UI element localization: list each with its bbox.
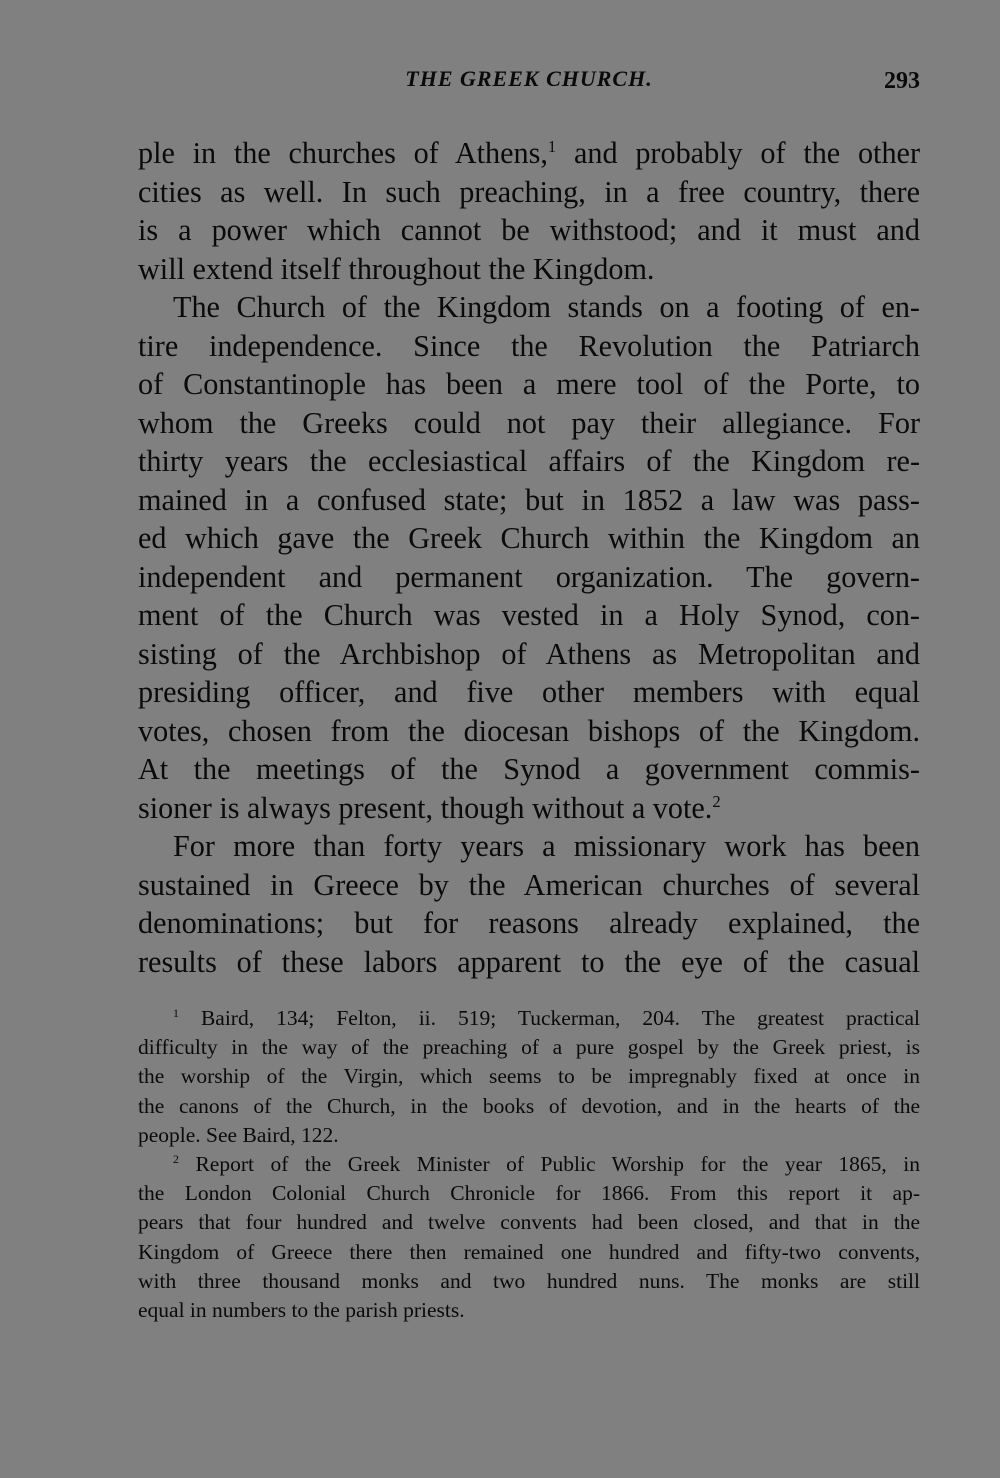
- body-line: independent and permanent organization. The govern-: [138, 559, 920, 594]
- footnote-line: difficulty in the way of the preaching of a pure gospel by the Greek priest, is: [138, 1035, 920, 1060]
- footnote-ref: 2: [712, 791, 721, 811]
- body-line: votes, chosen from the diocesan bishops of the Kingdom.: [138, 713, 920, 748]
- running-title: THE GREEK CHURCH.: [405, 66, 653, 91]
- footnote-line: the canons of the Church, in the books of devotion, and in the hearts of the: [138, 1093, 920, 1118]
- footnote-line: Kingdom of Greece there then remained one hundred and fifty-two convents,: [138, 1239, 920, 1264]
- footnote-marker: 1: [173, 1005, 179, 1020]
- body-line: ment of the Church was vested in a Holy Synod, con-: [138, 598, 920, 632]
- footnotes: [138, 1004, 920, 1325]
- body-line: cities as well. In such preaching, in a free country, there: [138, 174, 920, 209]
- footnote-line: [138, 1150, 920, 1179]
- running-head: [138, 62, 920, 102]
- footnote-line: equal in numbers to the parish priests.: [138, 1297, 465, 1322]
- body-line-text: ple in the churches of Athens,: [138, 136, 548, 170]
- body-line: The Church of the Kingdom stands on a footing of en-: [173, 290, 920, 324]
- body-text: [138, 134, 920, 981]
- body-line: tire independence. Since the Revolution the Patriarch: [138, 328, 920, 363]
- footnote-line: pears that four hundred and twelve convents had been closed, and that in the: [138, 1210, 920, 1235]
- body-line: is a power which cannot be withstood; and it must and: [138, 213, 920, 247]
- body-line: denominations; but for reasons already explained, the: [138, 906, 920, 940]
- body-line: of Constantinople has been a mere tool of the Porte, to: [138, 367, 920, 401]
- footnote-text: Baird, 134; Felton, ii. 519; Tuckerman, 204. The greatest practical: [200, 1006, 921, 1030]
- body-line-text: sioner is always present, though without a vote.: [138, 790, 713, 825]
- footnote-line: people. See Baird, 122.: [138, 1122, 339, 1147]
- body-line: [138, 789, 920, 828]
- footnote-marker: 2: [173, 1151, 179, 1166]
- body-line: For more than forty years a missionary work has been: [173, 829, 920, 863]
- body-line: presiding officer, and five other members with equal: [138, 675, 920, 709]
- body-line: ed which gave the Greek Church within the Kingdom an: [138, 521, 920, 555]
- footnote-text: Report of the Greek Minister of Public Worship for the year 1865, in: [195, 1151, 920, 1176]
- body-line: thirty years the ecclesiastical affairs of the Kingdom re-: [138, 444, 920, 478]
- body-line: At the meetings of the Synod a government commis-: [138, 752, 920, 786]
- footnote-ref: 1: [547, 136, 557, 156]
- page-number: 293: [884, 68, 920, 94]
- body-line: [138, 134, 920, 173]
- body-line: sisting of the Archbishop of Athens as Metropolitan and: [138, 636, 920, 671]
- body-line: will extend itself throughout the Kingdom.: [138, 251, 655, 286]
- body-line: sustained in Greece by the American churches of several: [138, 867, 920, 902]
- body-line: whom the Greeks could not pay their allegiance. For: [138, 405, 920, 440]
- body-line: mained in a confused state; but in 1852 a law was pass-: [138, 482, 920, 517]
- footnote-line: with three thousand monks and two hundred nuns. The monks are still: [138, 1268, 920, 1293]
- footnote-line: the worship of the Virgin, which seems to be impregnably fixed at once in: [138, 1064, 920, 1089]
- footnote-line: the London Colonial Church Chronicle for 1866. From this report it ap-: [138, 1181, 920, 1206]
- footnote-line: [138, 1004, 920, 1033]
- body-line-text: and probably of the other: [556, 136, 920, 170]
- body-line: results of these labors apparent to the eye of the casual: [138, 944, 920, 979]
